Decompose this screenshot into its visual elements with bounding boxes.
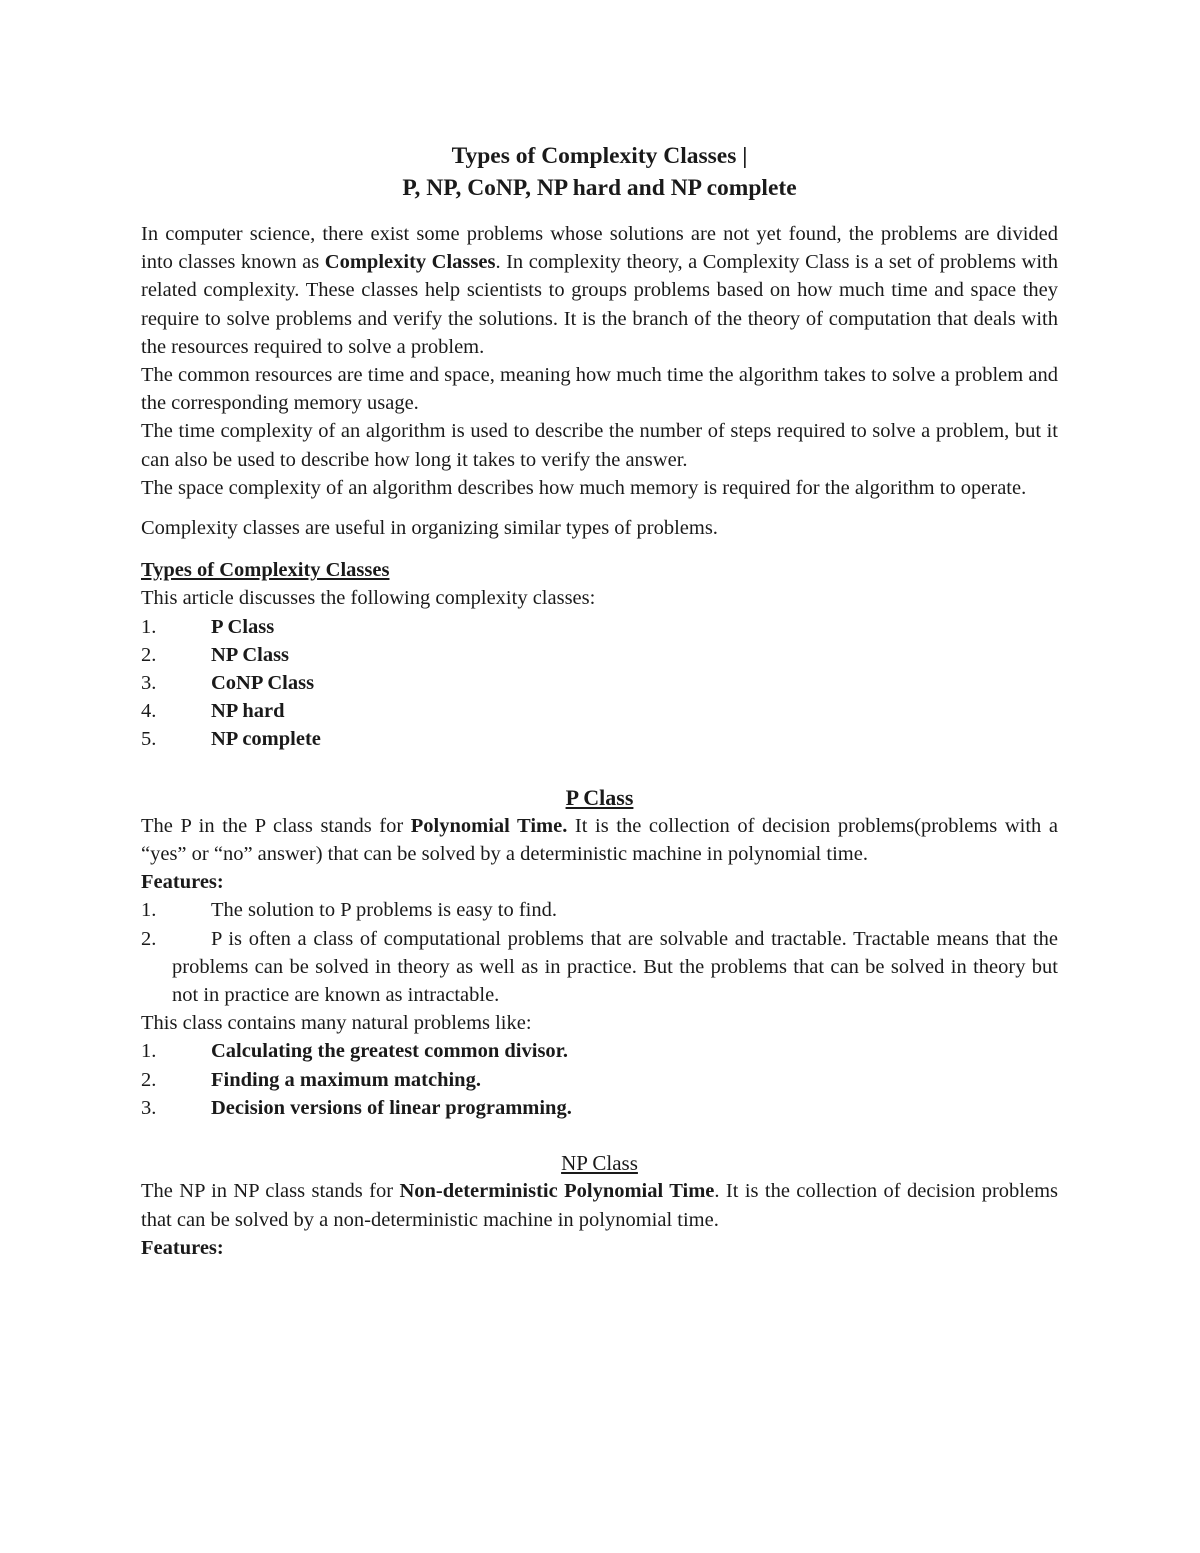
document-page: [141, 140, 1058, 1262]
intro-paragraph-5: Complexity classes are useful in organizing similar types of problems.: [141, 517, 718, 540]
list-number: 3.: [141, 1096, 157, 1119]
list-item: [141, 669, 1058, 697]
intro-paragraph-4: The space complexity of an algorithm describes how much memory is required for the algorithm to operate.: [141, 476, 1027, 499]
p-class-description: [141, 812, 1058, 868]
types-list: [141, 613, 1058, 754]
list-text: P is often a class of computational problems that are solvable and tractable. Tractable means that the problems can be solved in theory as well as in practice. But the problems that can be solved in theory but not in practice are known as intractable.: [172, 927, 1058, 1007]
np-class-text-cont: . It is the collection of decision problems that can be solved by a non-deterministic machine in polynomial time.: [141, 1180, 1058, 1231]
list-item: [141, 725, 1058, 753]
list-number: 2.: [141, 1068, 157, 1091]
document-title: [141, 140, 1058, 204]
list-item: [141, 613, 1058, 641]
np-class-term: Non-deterministic Polynomial Time: [399, 1180, 715, 1203]
title-line-1: Types of Complexity Classes |: [451, 143, 748, 169]
list-label: NP hard: [211, 700, 285, 723]
list-number: 5.: [141, 728, 157, 751]
list-item: [141, 1094, 1058, 1122]
intro-paragraph-2: The common resources are time and space, meaning how much time the algorithm takes to solve a problem and the corresponding memory usage.: [141, 364, 1058, 415]
list-number: 2.: [141, 643, 157, 666]
intro-term-complexity-classes: Complexity Classes: [324, 251, 496, 274]
list-item: [141, 925, 1058, 1010]
intro-text-cont: . In complexity theory, a Complexity Class is a set of problems with related complexity. These classes help scientists to groups problems based on how much time and space they require to solve problems and verify the solutions. It is the branch of the theory of computation that deals with the resources required to solve a problem.: [141, 251, 1058, 358]
p-class-text: The P in the P class stands for: [141, 814, 411, 837]
p-class-features-list: [141, 896, 1058, 1009]
types-lead: This article discusses the following complexity classes:: [141, 587, 596, 610]
np-class-features-label: Features:: [141, 1236, 224, 1259]
list-label: Finding a maximum matching.: [211, 1068, 481, 1091]
list-label: Decision versions of linear programming.: [211, 1096, 572, 1119]
p-class-examples-list: [141, 1037, 1058, 1122]
list-number: 4.: [141, 700, 157, 723]
np-class-text: The NP in NP class stands for: [141, 1180, 400, 1203]
list-item: [141, 697, 1058, 725]
list-text: The solution to P problems is easy to find.: [211, 899, 558, 922]
list-label: NP Class: [211, 643, 290, 666]
list-label: NP complete: [211, 728, 321, 751]
list-item: [141, 1037, 1058, 1065]
list-label: CoNP Class: [211, 672, 315, 695]
p-class-heading: P Class: [565, 784, 634, 810]
np-class-heading: NP Class: [561, 1151, 638, 1176]
p-class-text-cont: It is the collection of decision problems(problems with a “yes” or “no” answer) that can be solved by a deterministic machine in polynomial time.: [141, 814, 1058, 866]
p-class-examples-lead: This class contains many natural problems like:: [141, 1012, 532, 1035]
types-heading: Types of Complexity Classes: [141, 559, 390, 582]
np-class-description: [141, 1177, 1058, 1233]
list-number: 3.: [141, 672, 157, 695]
intro-paragraph-3: The time complexity of an algorithm is used to describe the number of steps required to solve a problem, but it can also be used to describe how long it takes to verify the answer.: [141, 420, 1058, 471]
list-item: [141, 896, 1058, 924]
list-label: P Class: [211, 615, 275, 638]
list-item: [141, 1066, 1058, 1094]
list-label: Calculating the greatest common divisor.: [211, 1040, 569, 1063]
p-class-term: Polynomial Time.: [410, 814, 568, 837]
list-number: 1.: [141, 899, 157, 922]
list-number: 2.: [141, 927, 157, 950]
list-number: 1.: [141, 1040, 157, 1063]
p-class-features-label: Features:: [141, 871, 224, 894]
intro-paragraph-1: [141, 220, 1058, 361]
list-item: [141, 641, 1058, 669]
title-line-2: P, NP, CoNP, NP hard and NP complete: [402, 175, 797, 201]
list-number: 1.: [141, 615, 157, 638]
intro-text: In computer science, there exist some problems whose solutions are not yet found, the problems are divided into classes known as: [141, 223, 1058, 274]
